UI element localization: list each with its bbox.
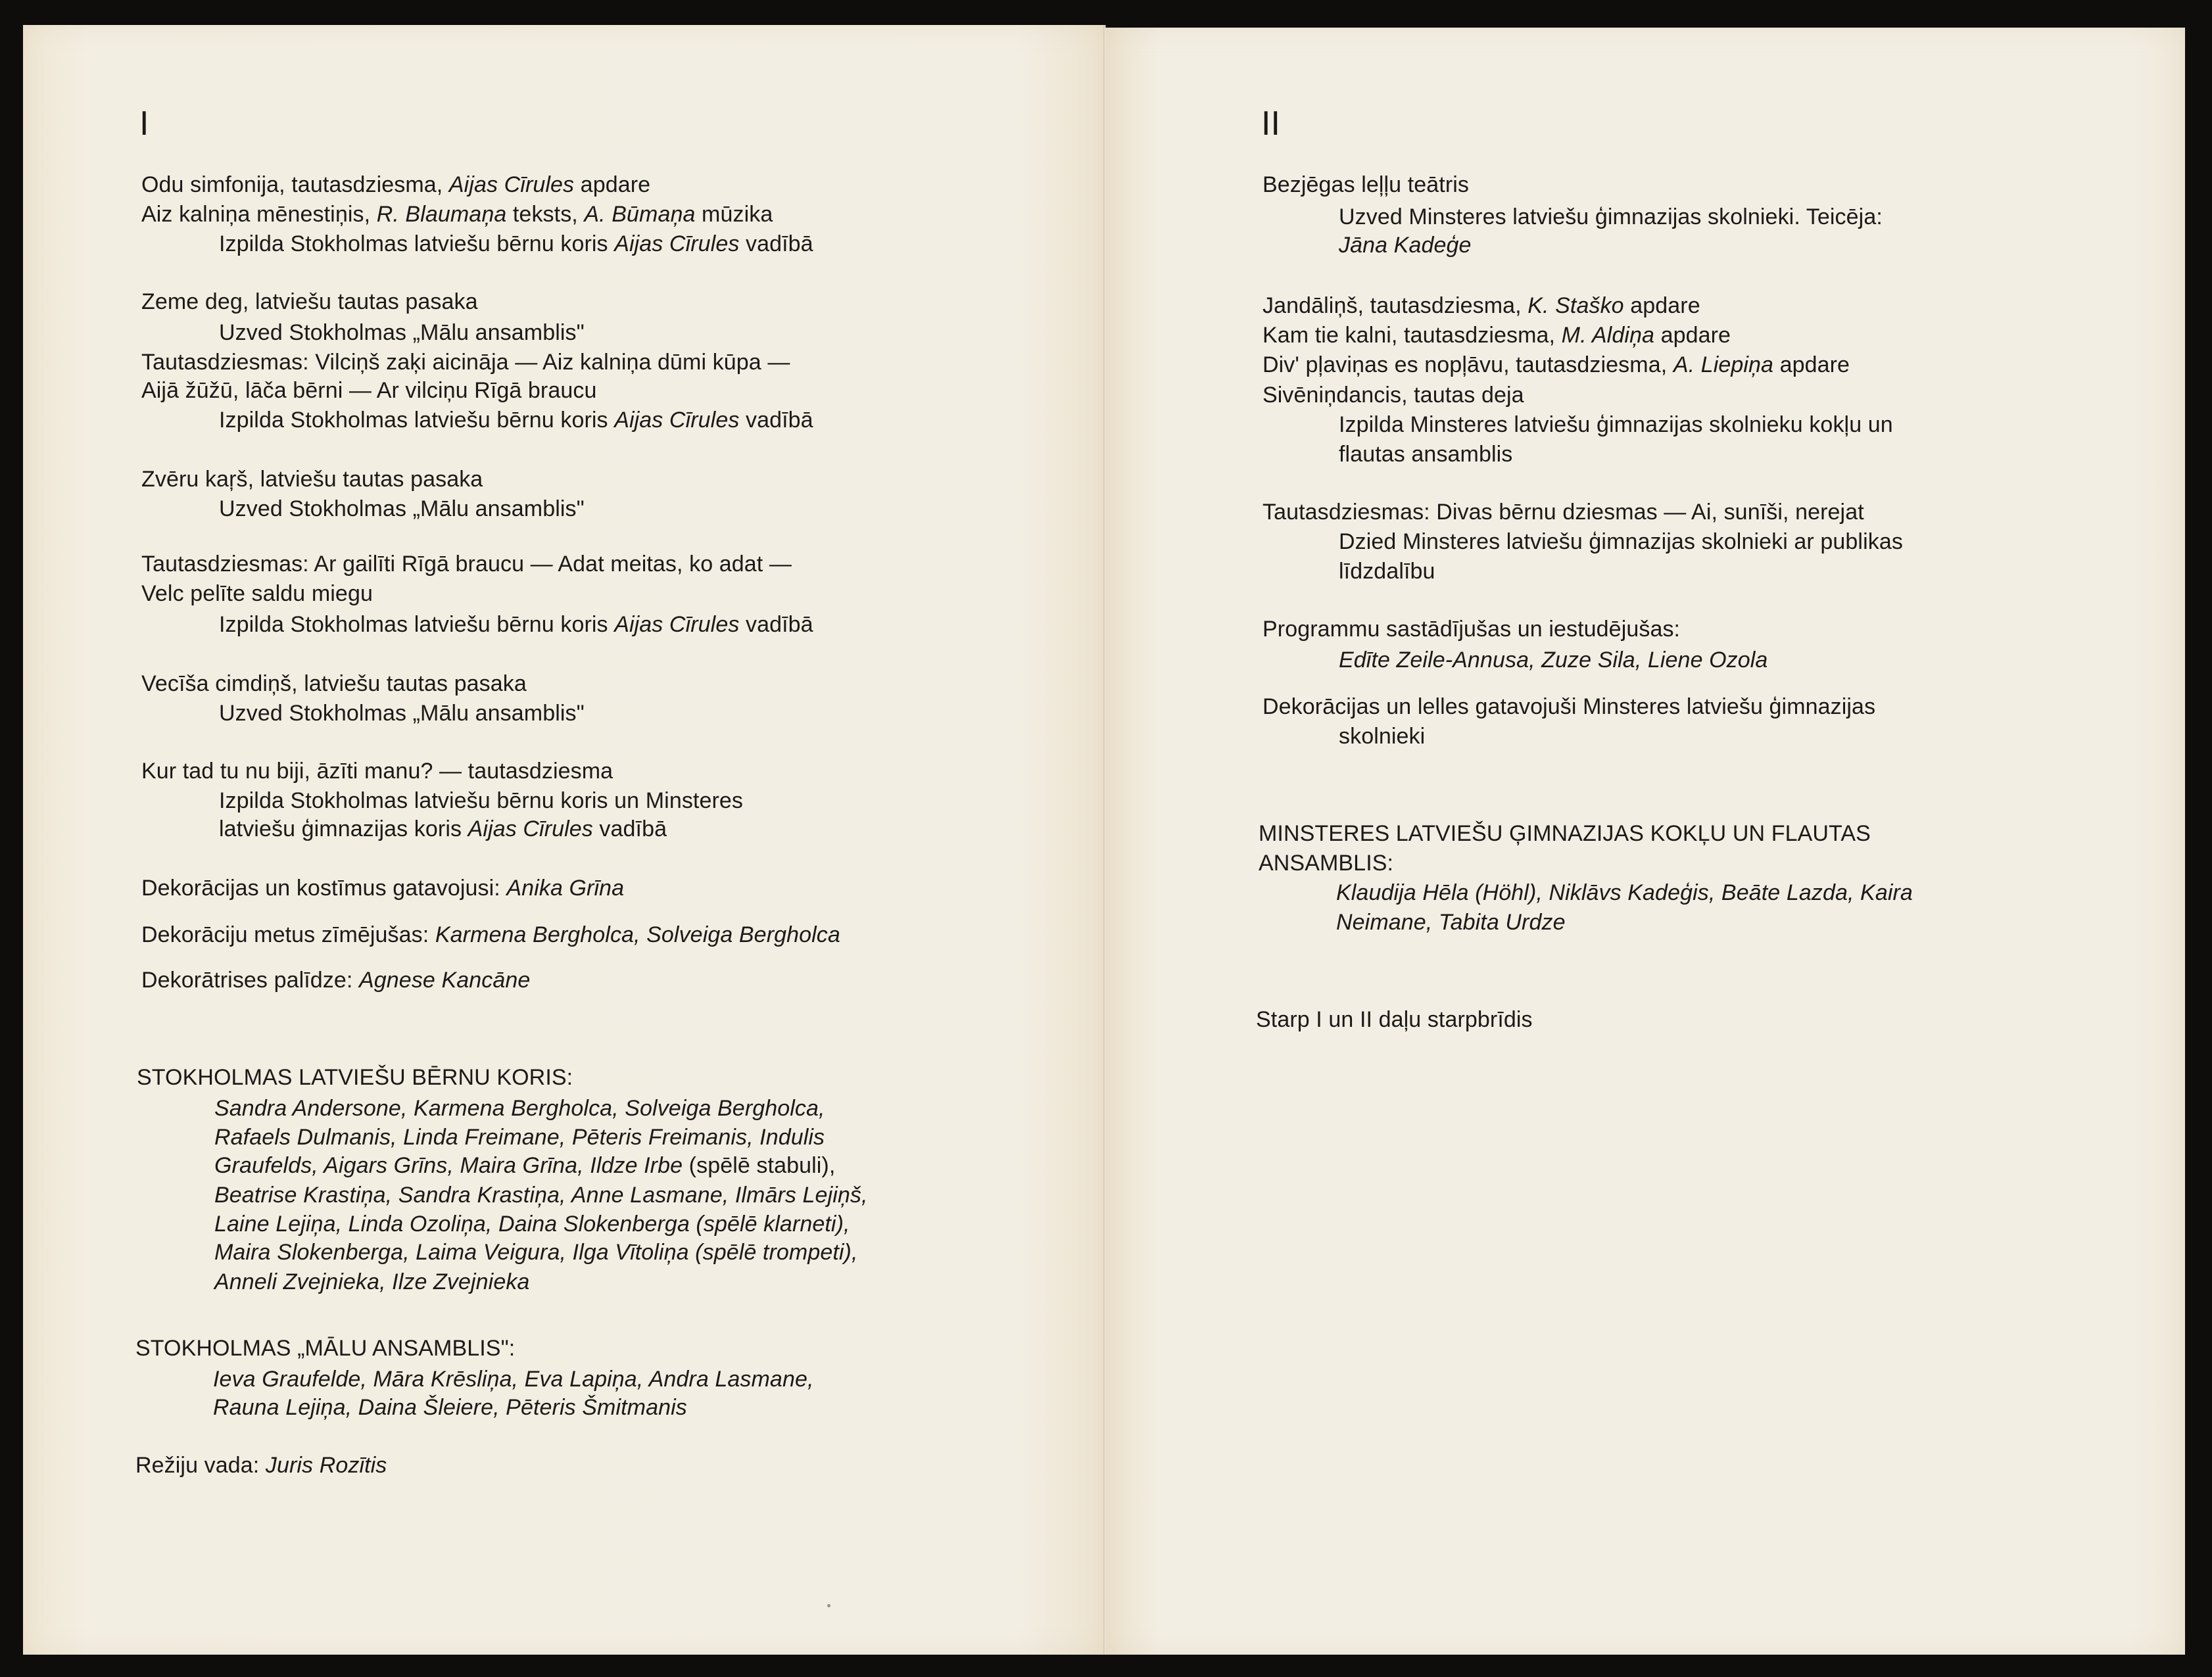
performer-line: Izpilda Stokholmas latviešu bērnu koris Aijas Cīrules vadībā [219, 408, 813, 433]
program-line: Kur tad tu nu biji, āzīti manu? — tautasdziesma [141, 759, 613, 784]
program-line: Bezjēgas leļļu teātris [1262, 172, 1470, 197]
member-list-line: Sandra Andersone, Karmena Bergholca, Solveiga Bergholca, [214, 1096, 825, 1121]
program-line: Kam tie kalni, tautasdziesma, M. Aldiņa apdare [1262, 323, 1731, 348]
performer-line: Dzied Minsteres latviešu ģimnazijas skolnieki ar publikas [1339, 529, 1903, 554]
program-line: Vecīša cimdiņš, latviešu tautas pasaka [141, 671, 527, 696]
program-line: Jandāliņš, tautasdziesma, K. Staško apdare [1262, 293, 1700, 318]
credit-line: Dekorācijas un lelles gatavojuši Minsteres latviešu ģimnazijas [1262, 694, 1876, 719]
member-list-line: Maira Slokenberga, Laima Veigura, Ilga Vītoliņa (spēlē trompeti), [214, 1240, 858, 1265]
program-line: Aijā žūžū, lāča bērni — Ar vilciņu Rīgā braucu [141, 378, 597, 403]
member-list-line: Graufelds, Aigars Grīns, Maira Grīna, Ildze Irbe (spēlē stabuli), [214, 1153, 836, 1178]
ensemble-heading: ANSAMBLIS: [1259, 851, 1394, 876]
member-list-line: Laine Lejiņa, Linda Ozoliņa, Daina Slokenberga (spēlē klarneti), [214, 1212, 850, 1237]
program-line: Velc pelīte saldu miegu [141, 581, 373, 606]
page-fold [1103, 25, 1106, 1655]
program-line: Tautasdziesmas: Divas bērnu dziesmas — Ai, sunīši, nerejat [1262, 500, 1864, 525]
ensemble-heading: MINSTERES LATVIEŠU ĢIMNAZIJAS KOKĻU UN FLAUTAS [1259, 821, 1871, 846]
part-one-heading: I [139, 105, 149, 143]
performer-line: Uzved Stokholmas „Mālu ansamblis" [219, 701, 585, 726]
director-credit: Režiju vada: Juris Rozītis [135, 1453, 387, 1478]
performer-line: Izpilda Stokholmas latviešu bērnu koris Aijas Cīrules vadībā [219, 612, 813, 637]
credit-line: Dekorācijas un kostīmus gatavojusi: Anika Grīna [141, 876, 625, 901]
ensemble-heading: STOKHOLMAS „MĀLU ANSAMBLIS": [135, 1336, 516, 1361]
member-list-line: Anneli Zvejnieka, Ilze Zvejnieka [214, 1269, 530, 1294]
credit-line: skolnieki [1339, 724, 1426, 749]
performer-line: Izpilda Stokholmas latviešu bērnu koris Aijas Cīrules vadībā [219, 231, 813, 256]
credit-line: Programmu sastādījušas un iestudējušas: [1262, 617, 1681, 642]
program-line: Odu simfonija, tautasdziesma, Aijas Cīrules apdare [141, 172, 651, 197]
member-list-line: Beatrise Krastiņa, Sandra Krastiņa, Anne Lasmane, Ilmārs Lejiņš, [214, 1183, 868, 1208]
performer-line: latviešu ģimnazijas koris Aijas Cīrules vadībā [219, 816, 667, 841]
paper-speck [827, 1604, 830, 1607]
program-line: Tautasdziesmas: Vilciņš zaķi aicināja — Aiz kalniņa dūmi kūpa — [141, 350, 790, 375]
program-line: Zeme deg, latviešu tautas pasaka [141, 289, 478, 314]
program-line: Tautasdziesmas: Ar gailīti Rīgā braucu — Adat meitas, ko adat — [141, 552, 792, 577]
performer-line: Uzved Stokholmas „Mālu ansamblis" [219, 496, 585, 521]
performer-line: Uzved Minsteres latviešu ģimnazijas skolnieki. Teicēja: [1339, 204, 1883, 229]
performer-line: Jāna Kadeģe [1339, 233, 1472, 258]
program-line: Div' pļaviņas es nopļāvu, tautasdziesma, A. Liepiņa apdare [1262, 352, 1850, 377]
part-two-heading: II [1261, 105, 1280, 143]
performer-line: līdzdalību [1339, 559, 1435, 584]
credit-names: Edīte Zeile-Annusa, Zuze Sila, Liene Ozola [1339, 648, 1768, 673]
ensemble-heading: STOKHOLMAS LATVIEŠU BĒRNU KORIS: [137, 1065, 573, 1090]
credit-line: Dekorātrises palīdze: Agnese Kancāne [141, 968, 531, 993]
member-list-line: Neimane, Tabita Urdze [1336, 910, 1566, 935]
member-list-line: Rafaels Dulmanis, Linda Freimane, Pēteris Freimanis, Indulis [214, 1125, 825, 1150]
performer-line: Izpilda Minsteres latviešu ģimnazijas skolnieku kokļu un [1339, 412, 1893, 437]
program-line: Aiz kalniņa mēnestiņis, R. Blaumaņa teksts, A. Būmaņa mūzika [141, 202, 773, 227]
performer-line: Izpilda Stokholmas latviešu bērnu koris un Minsteres [219, 788, 744, 813]
performer-line: flautas ansamblis [1339, 442, 1513, 467]
member-list-line: Klaudija Hēla (Höhl), Niklāvs Kadeģis, Beāte Lazda, Kaira [1336, 880, 1913, 905]
program-line: Zvēru kaŗš, latviešu tautas pasaka [141, 467, 483, 492]
performer-line: Uzved Stokholmas „Mālu ansamblis" [219, 320, 585, 345]
member-list-line: Rauna Lejiņa, Daina Šleiere, Pēteris Šmitmanis [213, 1395, 687, 1420]
program-line: Sivēniņdancis, tautas deja [1262, 383, 1524, 408]
member-list-line: Ieva Graufelde, Māra Krēsliņa, Eva Lapiņa, Andra Lasmane, [213, 1367, 814, 1392]
intermission-note: Starp I un II daļu starpbrīdis [1256, 1007, 1533, 1032]
credit-line: Dekorāciju metus zīmējušas: Karmena Bergholca, Solveiga Bergholca [141, 922, 840, 947]
